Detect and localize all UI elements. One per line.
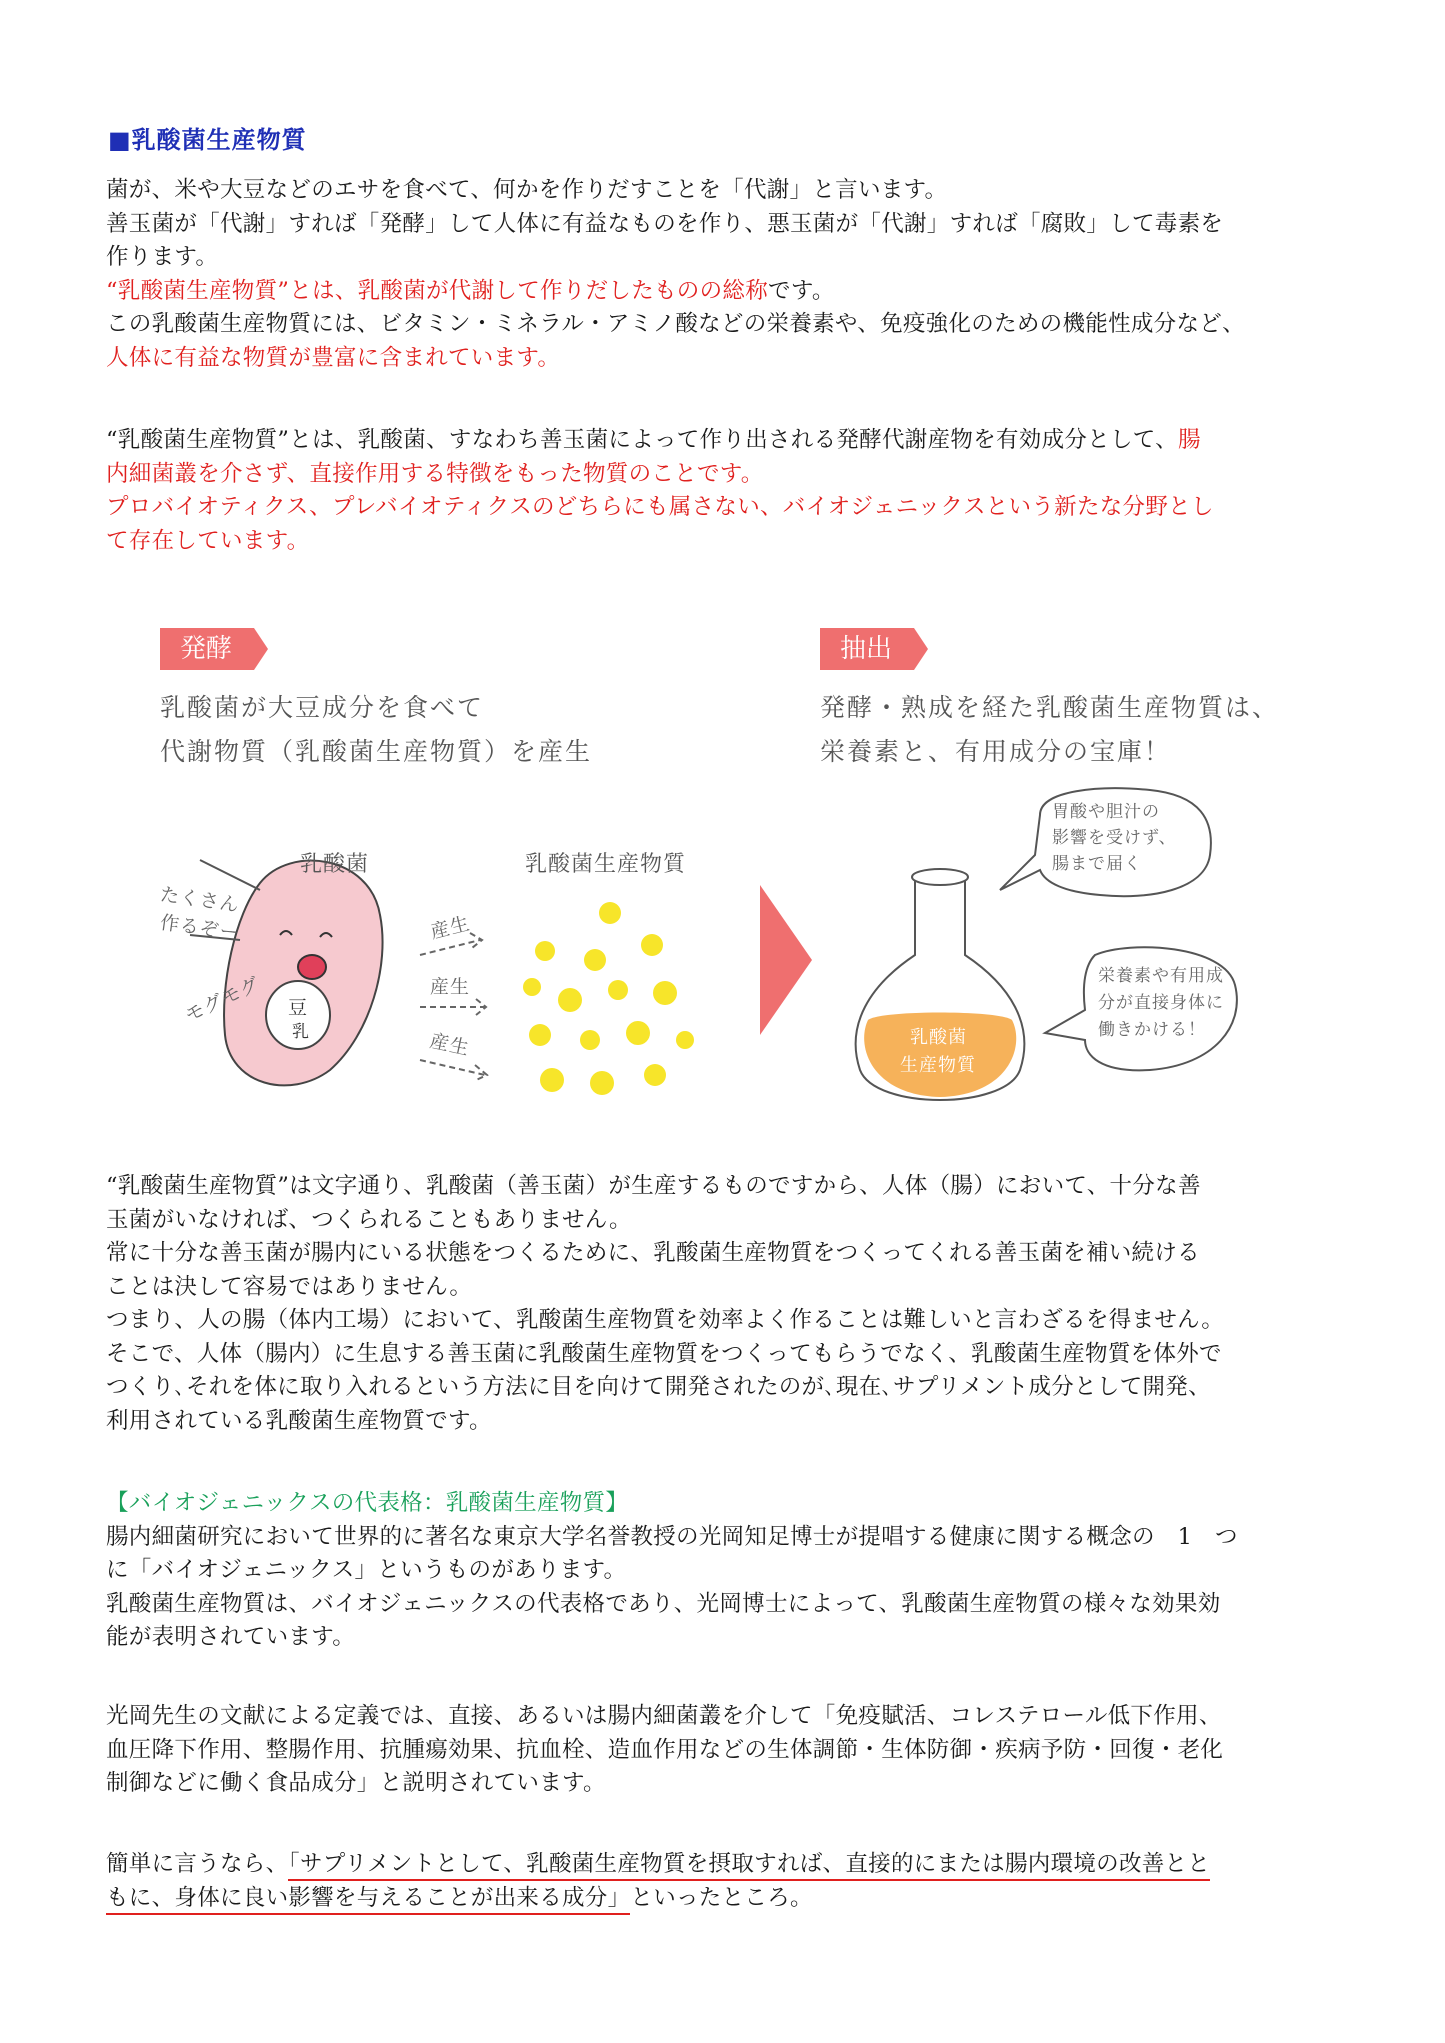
dot bbox=[529, 1024, 551, 1046]
flask-label-2: 生産物質 bbox=[900, 1055, 976, 1076]
dot bbox=[535, 941, 555, 961]
red-emphasis: て存在しています。 bbox=[106, 527, 310, 554]
speech-text-2: 作るぞー bbox=[158, 911, 241, 945]
bubble1-line-2: 影響を受けず、 bbox=[1052, 828, 1177, 848]
dot bbox=[608, 980, 628, 1000]
text-line: 制御などに働く食品成分」と説明されています。 bbox=[106, 1770, 606, 1796]
paragraph-3 bbox=[106, 1170, 1346, 1438]
text-line: 能が表明されています。 bbox=[106, 1624, 356, 1650]
product-dots bbox=[523, 902, 694, 1095]
fermentation-illustration bbox=[140, 615, 1300, 1115]
dot bbox=[626, 1021, 650, 1045]
mogumogu-text: モグモグ bbox=[181, 972, 264, 1027]
text-line bbox=[106, 275, 1346, 309]
text-line: 利用されている乳酸菌生産物質です。 bbox=[106, 1407, 492, 1434]
caption-right-2: 栄養素と、有用成分の宝庫！ bbox=[820, 737, 1172, 766]
text-line: 作ります。 bbox=[106, 244, 219, 270]
bubble1-line-1: 胃酸や胆汁の bbox=[1052, 802, 1160, 822]
text-line bbox=[106, 1882, 1346, 1916]
dot bbox=[653, 981, 677, 1005]
flask-label-1: 乳酸菌 bbox=[910, 1027, 967, 1048]
paragraph-5 bbox=[106, 1700, 1346, 1801]
arrow-label-1: 産生 bbox=[428, 912, 473, 944]
text-line: に「バイオジェニックス」というものがあります。 bbox=[106, 1557, 627, 1583]
text-line: つくり､それを体に取り入れるという方法に目を向けて開発されたのが､現在､サプリメント成分として開発、 bbox=[106, 1374, 1211, 1400]
text-span: です。 bbox=[768, 277, 835, 304]
arrow-label-3: 産生 bbox=[427, 1030, 472, 1060]
section-title: 【バイオジェニックスの代表格：乳酸菌生産物質】 bbox=[106, 1490, 629, 1516]
tag-extraction: 抽出 bbox=[820, 628, 914, 670]
text-line: 光岡先生の文献による定義では、直接、あるいは腸内細菌叢を介して「免疫賦活、コレステロール低下作用、 bbox=[106, 1703, 1222, 1729]
arrow-2 bbox=[420, 999, 486, 1015]
bacterium-mouth bbox=[298, 955, 326, 979]
arrow-label-2: 産生 bbox=[430, 976, 471, 998]
text-span: といったところ。 bbox=[630, 1884, 813, 1911]
text-line bbox=[106, 1848, 1346, 1882]
section-heading: ■乳酸菌生産物質 bbox=[108, 126, 307, 154]
text-line: つまり、人の腸（体内工場）において、乳酸菌生産物質を効率よく作ることは難しいと言わざるを得ません。 bbox=[106, 1307, 1225, 1333]
tag-fermentation: 発酵 bbox=[160, 628, 254, 670]
dot bbox=[584, 949, 606, 971]
text-line: 玉菌がいなければ、つくられることもありません。 bbox=[106, 1206, 632, 1233]
paragraph-2 bbox=[106, 424, 1346, 558]
text-line: 乳酸菌生産物質は、バイオジェニックスの代表格であり、光岡博士によって、乳酸菌生産物質の様々な効果効 bbox=[106, 1590, 1221, 1617]
paragraph-6 bbox=[106, 1848, 1346, 1915]
speech-text-1: たくさん bbox=[158, 883, 241, 917]
underlined-quote: 「サプリメントとして、乳酸菌生産物質を摂取すれば、直接的にまたは腸内環境の改善とと bbox=[288, 1851, 1210, 1881]
text-line: 菌が、米や大豆などのエサを食べて、何かを作りだすことを「代謝」と言います。 bbox=[106, 177, 948, 203]
dot bbox=[599, 902, 621, 924]
process-arrow bbox=[760, 885, 812, 1035]
red-emphasis: 内細菌叢を介さず、直接作用する特徴をもった物質のことです。 bbox=[106, 460, 764, 487]
bean-text-2: 乳 bbox=[292, 1022, 310, 1042]
bean-text-1: 豆 bbox=[288, 997, 309, 1019]
red-emphasis: 人体に有益な物質が豊富に含まれています。 bbox=[106, 344, 561, 371]
text-line: ことは決して容易ではありません。 bbox=[106, 1273, 473, 1300]
paragraph-4 bbox=[106, 1487, 1346, 1655]
dot bbox=[590, 1071, 614, 1095]
label-bacteria: 乳酸菌 bbox=[300, 852, 370, 877]
underlined-quote: もに、身体に良い影響を与えることが出来る成分」 bbox=[106, 1885, 630, 1915]
dot bbox=[641, 934, 663, 956]
caption-left-2: 代謝物質（乳酸菌生産物質）を産生 bbox=[160, 737, 593, 766]
text-line: この乳酸菌生産物質には、ビタミン・ミネラル・アミノ酸などの栄養素や、免疫強化のための機能性成分など、 bbox=[106, 311, 1245, 337]
text-line bbox=[106, 424, 1346, 458]
dot bbox=[558, 988, 582, 1012]
text-line: “乳酸菌生産物質”は文字通り、乳酸菌（善玉菌）が生産するものですから、人体（腸）において、十分な善 bbox=[106, 1173, 1201, 1199]
label-product: 乳酸菌生産物質 bbox=[525, 852, 687, 877]
bubble2-line-3: 働きかける！ bbox=[1098, 1020, 1206, 1040]
dot bbox=[580, 1030, 600, 1050]
text-span: “乳酸菌生産物質”とは、乳酸菌、すなわち善玉菌によって作り出される発酵代謝産物を有効成分として、 bbox=[106, 427, 1178, 453]
text-line: 血圧降下作用、整腸作用、抗腫瘍効果、抗血栓、造血作用などの生体調節・生体防御・疾病予防・回復・老化 bbox=[106, 1736, 1224, 1763]
bubble2-line-2: 分が直接身体に bbox=[1098, 993, 1224, 1013]
red-emphasis: “乳酸菌生産物質”とは、乳酸菌が代謝して作りだしたものの総称 bbox=[106, 277, 769, 304]
caption-left-1: 乳酸菌が大豆成分を食べて bbox=[160, 693, 485, 722]
dot bbox=[676, 1031, 694, 1049]
text-span: 簡単に言うなら、 bbox=[106, 1851, 289, 1877]
arrow-3 bbox=[420, 1060, 487, 1081]
dot bbox=[644, 1064, 666, 1086]
bubble2-line-1: 栄養素や有用成 bbox=[1098, 966, 1224, 986]
dot bbox=[523, 978, 541, 996]
flask-rim bbox=[912, 869, 968, 885]
text-line: 善玉菌が「代謝」すれば「発酵」して人体に有益なものを作り、悪玉菌が「代謝」すれば「腐敗」して毒素を bbox=[106, 210, 1224, 237]
red-emphasis: プロバイオティクス、プレバイオティクスのどちらにも属さない、バイオジェニックスという新たな分野とし bbox=[106, 494, 1214, 520]
text-line: そこで、人体（腸内）に生息する善玉菌に乳酸菌生産物質をつくってもらうでなく、乳酸菌生産物質を体外で bbox=[106, 1340, 1222, 1367]
paragraph-1 bbox=[106, 174, 1346, 375]
dot bbox=[540, 1068, 564, 1092]
bubble1-line-3: 腸まで届く bbox=[1052, 854, 1142, 874]
red-emphasis: 腸 bbox=[1177, 427, 1201, 453]
text-line: 腸内細菌研究において世界的に著名な東京大学名誉教授の光岡知足博士が提唱する健康に関する概念の 1 つ bbox=[106, 1523, 1238, 1550]
caption-right-1: 発酵・熟成を経た乳酸菌生産物質は、 bbox=[820, 693, 1280, 722]
text-line: 常に十分な善玉菌が腸内にいる状態をつくるために、乳酸菌生産物質をつくってくれる善玉菌を補い続ける bbox=[106, 1240, 1200, 1266]
